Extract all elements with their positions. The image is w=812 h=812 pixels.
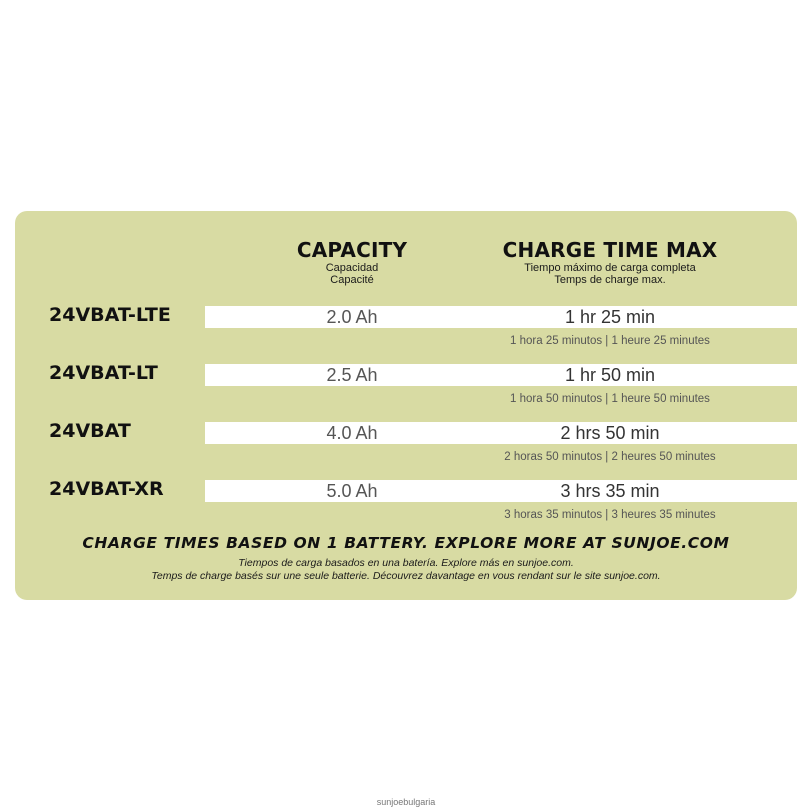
charge-time-value: 1 hr 25 min: [564, 307, 656, 327]
watermark-text: sunjoebulgaria: [376, 797, 436, 807]
capacity-value: 4.0 Ah: [326, 423, 378, 443]
charge-time-sub-fr: Temps de charge max.: [554, 274, 666, 286]
charge-time-translation: 2 horas 50 minutos | 2 heures 50 minutes: [504, 451, 716, 463]
model-name: 24VBAT-XR: [49, 478, 164, 500]
charge-time-value: 3 hrs 35 min: [560, 481, 660, 501]
table-row: [15, 303, 797, 361]
model-name: 24VBAT-LTE: [49, 304, 171, 326]
capacity-title: CAPACITY: [296, 238, 408, 262]
capacity-value: 2.0 Ah: [326, 307, 378, 327]
charge-time-translation: 1 hora 50 minutos | 1 heure 50 minutes: [510, 393, 710, 405]
model-name: 24VBAT: [49, 420, 131, 442]
charge-time-card: [15, 211, 797, 600]
charge-time-translation: 1 hora 25 minutos | 1 heure 25 minutes: [510, 335, 710, 347]
capacity-sub-fr: Capacité: [330, 274, 374, 286]
table-row: [15, 477, 797, 535]
capacity-value: 2.5 Ah: [326, 365, 378, 385]
footer-note-fr: Temps de charge basés sur une seule batterie. Découvrez davantage en vous rendant sur le site sunjoe.com.: [151, 570, 661, 582]
table-row: [15, 361, 797, 419]
table-row: [15, 419, 797, 477]
charge-time-header: [480, 238, 740, 286]
charge-time-value: 1 hr 50 min: [564, 365, 656, 385]
charge-time-title: CHARGE TIME MAX: [502, 238, 718, 262]
charge-time-sub-es: Tiempo máximo de carga completa: [524, 262, 696, 274]
model-name: 24VBAT-LT: [49, 362, 158, 384]
footer-headline: CHARGE TIMES BASED ON 1 BATTERY. EXPLORE MORE AT SUNJOE.COM: [82, 534, 730, 552]
capacity-sub-es: Capacidad: [325, 262, 379, 274]
footer-note-es: Tiempos de carga basados en una batería. Explore más en sunjoe.com.: [238, 557, 574, 569]
capacity-header: [277, 238, 427, 286]
capacity-value: 5.0 Ah: [326, 481, 378, 501]
charge-time-translation: 3 horas 35 minutos | 3 heures 35 minutes: [504, 509, 716, 521]
charge-time-value: 2 hrs 50 min: [560, 423, 660, 443]
